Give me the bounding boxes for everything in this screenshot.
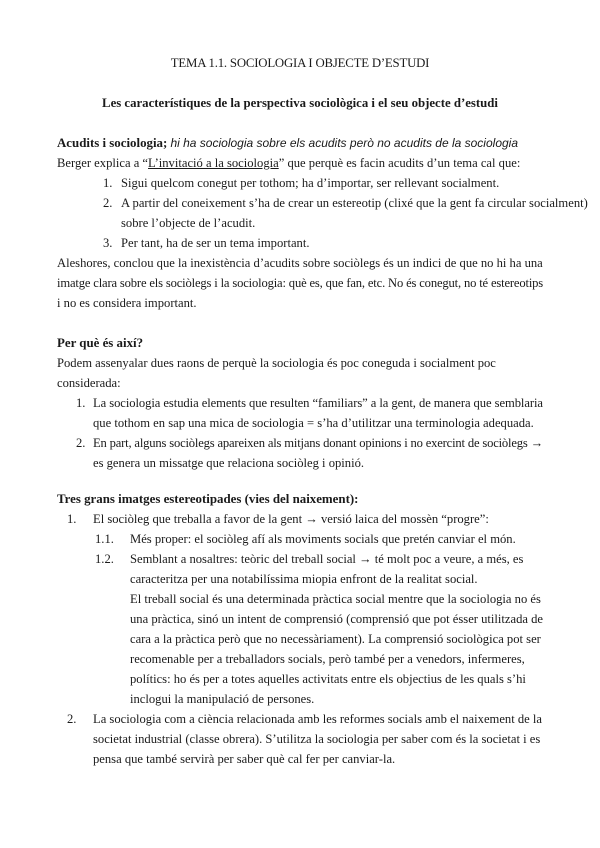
list-number: 2. xyxy=(103,196,113,210)
section1-heading: Acudits i sociologia; xyxy=(57,136,168,150)
paragraph-line: Podem assenyalar dues raons de perquè la sociologia és poc coneguda i socialment poc xyxy=(57,356,496,370)
sublist-item-text: Semblant a nosaltres: teòric del treball social → té molt poc a veure, a més, es xyxy=(130,552,524,566)
list-number: 1. xyxy=(103,176,113,190)
section1-intro xyxy=(57,153,520,173)
list-item-text: societat industrial (classe obrera). S’utilitza la sociologia per saber com és la societat i es xyxy=(93,732,541,746)
paragraph-line: inclogui la manipulació de persones. xyxy=(130,692,315,706)
paragraph-line: i no es considera important. xyxy=(57,296,197,310)
paragraph-line: El treball social és una determinada pràctica social mentre que la sociologia no és xyxy=(130,592,541,606)
paragraph-line: recomenable per a treballadors socials, però també per a venedors, infermeres, xyxy=(130,652,525,666)
sublist-number: 1.1. xyxy=(95,532,114,546)
list-item-text: que tothom en sap una mica de sociologia = s’ha d’utilitzar una terminologia adequada. xyxy=(93,416,534,430)
list-item-text: Per tant, ha de ser un tema important. xyxy=(121,236,310,250)
sublist-item-text: Més proper: el sociòleg afí als moviments socials que pretén canviar el món. xyxy=(130,532,516,546)
section3-heading: Tres grans imatges estereotipades (vies del naixement): xyxy=(57,492,359,506)
list-item-text: En part, alguns sociòlegs apareixen als mitjans donant opinions i no exercint de sociòlegs → xyxy=(93,436,544,450)
section1-heading-note: hi ha sociologia sobre els acudits però no acudits de la sociologia xyxy=(170,136,519,150)
list-number: 2. xyxy=(67,712,77,726)
sublist-item-text: caracteritza per una notabilíssima miopia enfront de la realitat social. xyxy=(130,572,478,586)
list-item-text: pensa que també servirà per saber què cal fer per canviar-la. xyxy=(93,752,396,766)
paragraph-line: cara a la pràctica però que no necessàriament). La comprensió sociològica pot ser xyxy=(130,632,541,646)
document-title: TEMA 1.1. SOCIOLOGIA I OBJECTE D’ESTUDI xyxy=(170,56,430,70)
list-item-text: A partir del coneixement s’ha de crear un estereotip (clixé que la gent fa circular socialment) xyxy=(121,196,588,210)
list-item-text: La sociologia estudia elements que resulten “familiars” a la gent, de manera que semblaria xyxy=(93,396,543,410)
book-title-link: L’invitació a la sociologia xyxy=(148,156,279,170)
section1-intro-before: Berger explica a “ xyxy=(57,156,149,170)
section1-heading-line xyxy=(57,133,518,153)
paragraph-line: Aleshores, conclou que la inexistència d’acudits sobre sociòlegs és un indici de que no hi ha una xyxy=(57,256,543,270)
list-number: 2. xyxy=(76,436,86,450)
list-number: 1. xyxy=(67,512,77,526)
list-number: 3. xyxy=(103,236,113,250)
list-item-text: sobre l’objecte de l’acudit. xyxy=(121,216,256,230)
list-item-text: Sigui quelcom conegut per tothom; ha d’importar, ser rellevant socialment. xyxy=(121,176,500,190)
sublist-number: 1.2. xyxy=(95,552,114,566)
paragraph-line: imatge clara sobre els sociòlegs i la sociologia: què es, que fan, etc. No és conegut, no té estereotips xyxy=(57,276,544,290)
list-item-text: El sociòleg que treballa a favor de la gent → versió laica del mossèn “progre”: xyxy=(93,512,489,526)
list-item-text: La sociologia com a ciència relacionada amb les reformes socials amb el naixement de la xyxy=(93,712,542,726)
section2-heading: Per què és així? xyxy=(57,336,144,350)
section1-intro-after: ” que perquè es facin acudits d’un tema cal que: xyxy=(278,156,521,170)
list-item-text: es genera un missatge que relaciona sociòleg i opinió. xyxy=(93,456,365,470)
list-number: 1. xyxy=(76,396,86,410)
document-subtitle: Les característiques de la perspectiva sociològica i el seu objecte d’estudi xyxy=(102,96,498,110)
paragraph-line: polítics: ho és per a totes aquelles activitats entre els objectius de les quals s’hi xyxy=(130,672,526,686)
paragraph-line: una pràctica, sinó un intent de comprensió (comprensió que pot ésser utilitzada de xyxy=(130,612,544,626)
paragraph-line: considerada: xyxy=(57,376,121,390)
